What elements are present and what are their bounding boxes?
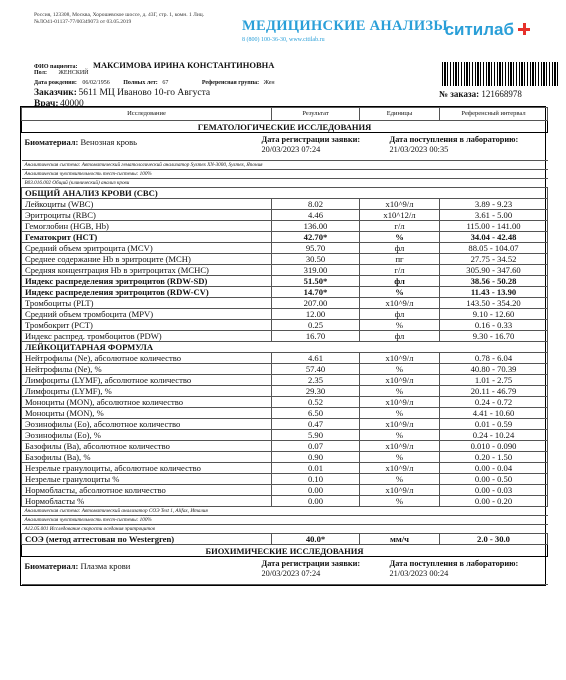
cbc-rows [22,199,548,342]
cell-unit: x10^9/л [360,485,440,496]
cell-ref: 0.00 - 0.50 [440,474,548,485]
cell-unit: x10^9/л [360,199,440,210]
biomaterial-value: Венозная кровь [80,137,137,147]
patient-dob-row [34,80,275,86]
cell-ref: 9.10 - 12.60 [440,309,548,320]
patient-sex: ЖЕНСКИЙ [58,70,89,76]
cell-value: 12.00 [272,309,360,320]
table-row [22,221,548,232]
results-table [21,107,548,585]
patient-age: 67 [162,80,169,86]
cell-ref: 20.11 - 46.79 [440,386,548,397]
header-study: Исследование [22,108,272,121]
cell-name: Средний объем тромбоцита (MPV) [22,309,272,320]
cell-unit: x10^9/л [360,397,440,408]
cell-name: Базофилы (Ba), % [22,452,272,463]
cell-name: Средний объем эритроцита (MCV) [22,243,272,254]
table-row [22,331,548,342]
cell-ref: 143.50 - 354.20 [440,298,548,309]
cell-unit: фл [360,243,440,254]
esr-sensitivity-note: Аналитическая чувствительность тест-системы: 100% [22,516,548,525]
cell-unit: % [360,408,440,419]
cell-unit: x10^9/л [360,375,440,386]
cell-ref: 11.43 - 13.90 [440,287,548,298]
cell-name: Моноциты (MON), абсолютное количество [22,397,272,408]
cell-ref: 305.90 - 347.60 [440,265,548,276]
age-label: Полных лет: [123,80,158,86]
cell-unit: x10^12/л [360,210,440,221]
order-label: № заказа: [439,89,480,99]
esr-unit: мм/ч [360,534,440,545]
cell-ref: 40.80 - 70.39 [440,364,548,375]
cell-unit: x10^9/л [360,298,440,309]
cell-name: Нейтрофилы (Ne), % [22,364,272,375]
cell-ref: 9.30 - 16.70 [440,331,548,342]
cell-ref: 88.05 - 104.07 [440,243,548,254]
cell-ref: 0.16 - 0.33 [440,320,548,331]
cell-value: 0.01 [272,463,360,474]
cell-ref: 4.41 - 10.60 [440,408,548,419]
cell-name: Индекс распределения эритроцитов (RDW-CV) [22,287,272,298]
table-row [22,441,548,452]
cbc-group-title: ОБЩИЙ АНАЛИЗ КРОВИ (CBC) [22,188,548,199]
cell-value: 0.00 [272,485,360,496]
results-table-wrapper [20,106,546,586]
table-row [22,353,548,364]
cell-name: Нормобласты % [22,496,272,507]
cell-unit: фл [360,276,440,287]
cell-ref: 0.01 - 0.59 [440,419,548,430]
patient-name-row [34,60,274,70]
cell-name: Базофилы (Ba), абсолютное количество [22,441,272,452]
table-row [22,463,548,474]
table-row [22,419,548,430]
cell-name: Тромбокрит (PCT) [22,320,272,331]
table-row [22,243,548,254]
table-row [22,320,548,331]
table-row-esr [22,534,548,545]
table-row [22,232,548,243]
cell-unit: % [360,474,440,485]
biomaterial2-block [22,557,548,585]
registration-date: 20/03/2023 07:24 [261,144,321,154]
table-row [22,287,548,298]
cell-value: 207.00 [272,298,360,309]
cell-name: Среднее содержание Hb в эритроците (MCH) [22,254,272,265]
cell-ref: 0.24 - 0.72 [440,397,548,408]
cell-ref: 0.00 - 0.03 [440,485,548,496]
hematology-section-title: ГЕМАТОЛОГИЧЕСКИЕ ИССЛЕДОВАНИЯ [22,121,548,133]
logo-text: ситилаб [444,20,514,39]
cell-name: Средняя концентрация Hb в эритроцитах (MCHC) [22,265,272,276]
cell-value: 4.61 [272,353,360,364]
cell-value: 136.00 [272,221,360,232]
table-row [22,408,548,419]
table-row [22,474,548,485]
cell-name: Нейтрофилы (Ne), абсолютное количество [22,353,272,364]
table-row [22,199,548,210]
cell-name: Индекс распред. тромбоцитов (PDW) [22,331,272,342]
cell-value: 16.70 [272,331,360,342]
doctor-label: Врач: [34,99,59,109]
cell-value: 0.90 [272,452,360,463]
cell-name: Индекс распределения эритроцитов (RDW-SD) [22,276,272,287]
cell-value: 14.70* [272,287,360,298]
table-row [22,496,548,507]
esr-name: СОЭ (метод аттестован по Westergren) [22,534,272,545]
cell-unit: г/л [360,221,440,232]
header-units: Единицы [360,108,440,121]
table-row [22,254,548,265]
biomaterial2-label: Биоматериал: [24,561,79,571]
table-row [22,210,548,221]
cell-value: 0.00 [272,496,360,507]
service-code-note: B03.016.002 Общий (клинический) анализ крови [22,179,548,188]
cell-value: 30.50 [272,254,360,265]
cell-name: Лимфоциты (LYMF), % [22,386,272,397]
cell-value: 51.50* [272,276,360,287]
cell-value: 0.25 [272,320,360,331]
cell-unit: x10^9/л [360,419,440,430]
customer-value: 5611 МЦ Иваново 10-го Августа [78,88,211,98]
table-row [22,309,548,320]
patient-name: МАКСИМОВА ИРИНА КОНСТАНТИНОВНА [93,60,275,70]
order-number: 121668978 [481,89,522,99]
received2-date: 21/03/2023 00:24 [389,568,449,578]
registration2-label: Дата регистрации заявки: [261,559,361,568]
table-row [22,375,548,386]
patient-sex-row [34,70,89,76]
table-row [22,265,548,276]
cell-value: 319.00 [272,265,360,276]
cell-ref: 0.20 - 1.50 [440,452,548,463]
esr-system-note: Аналитическая система: Автоматический анализатор СОЭ Test 1, Alifax, Италия [22,507,548,516]
cell-name: Нормобласты, абсолютное количество [22,485,272,496]
table-header-row [22,108,548,121]
cell-ref: 0.00 - 0.20 [440,496,548,507]
table-row [22,452,548,463]
cell-value: 42.70* [272,232,360,243]
cell-name: Незрелые гранулоциты, абсолютное количество [22,463,272,474]
results-body [22,121,548,199]
cell-value: 0.52 [272,397,360,408]
cell-value: 2.35 [272,375,360,386]
cell-unit: г/л [360,265,440,276]
cell-ref: 0.00 - 0.04 [440,463,548,474]
biomaterial2-value: Плазма крови [80,561,131,571]
customer-row [34,88,210,98]
table-row [22,276,548,287]
cell-value: 57.40 [272,364,360,375]
registration-label: Дата регистрации заявки: [261,135,361,144]
lab-address: Россия, 123308, Москва, Хорошевское шоссе, д. 43Г, стр. 1, комн. 1 Лиц. №ЛО41-01137-77/00349073 от 03.05.2019 [34,12,205,25]
received2-label: Дата поступления в лабораторию: [389,559,519,568]
leuko-group-title: ЛЕЙКОЦИТАРНАЯ ФОРМУЛА [22,342,548,353]
cell-ref: 38.56 - 50.28 [440,276,548,287]
lab-phone: 8 (800) 100-36-30, www.citilab.ru [242,37,325,43]
cell-value: 0.07 [272,441,360,452]
biomaterial-label: Биоматериал: [24,137,79,147]
sensitivity-note: Аналитическая чувствительность тест-системы: 100% [22,170,548,179]
cell-name: Тромбоциты (PLT) [22,298,272,309]
cell-ref: 3.61 - 5.00 [440,210,548,221]
cell-unit: x10^9/л [360,463,440,474]
cell-value: 29.30 [272,386,360,397]
registration2-date: 20/03/2023 07:24 [261,568,321,578]
patient-name-label: ФИО пациента: [34,64,78,70]
cell-ref: 0.24 - 10.24 [440,430,548,441]
table-row [22,430,548,441]
cell-unit: % [360,232,440,243]
cell-name: Лимфоциты (LYMF), абсолютное количество [22,375,272,386]
cell-name: Незрелые гранулоциты % [22,474,272,485]
table-row [22,397,548,408]
esr-value: 40.0* [272,534,360,545]
cell-name: Эозинофилы (Eo), % [22,430,272,441]
cell-unit: фл [360,309,440,320]
header-reference: Референсный интервал [440,108,548,121]
cell-name: Гемоглобин (HGB, Hb) [22,221,272,232]
cell-unit: % [360,430,440,441]
patient-dob: 06/02/1956 [82,80,110,86]
cell-ref: 34.04 - 42.48 [440,232,548,243]
cell-value: 5.90 [272,430,360,441]
cell-unit: % [360,452,440,463]
cell-ref: 115.00 - 141.00 [440,221,548,232]
cell-value: 0.10 [272,474,360,485]
cell-ref: 0.010 - 0.090 [440,441,548,452]
report-header [14,8,552,60]
lab-title: МЕДИЦИНСКИЕ АНАЛИЗЫ [242,18,448,34]
patient-refgroup: Жен [263,80,275,86]
esr-ref: 2.0 - 30.0 [440,534,548,545]
cell-ref: 1.01 - 2.75 [440,375,548,386]
received-date: 21/03/2023 00:35 [389,144,449,154]
cell-unit: % [360,364,440,375]
cell-unit: % [360,320,440,331]
analytic-system-note: Аналитическая система: Автоматический гематологический анализатор Sysmex XN-3000, Sysmex, Япония [22,161,548,170]
biochem-section-title: БИОХИМИЧЕСКИЕ ИССЛЕДОВАНИЯ [22,545,548,557]
order-barcode [442,62,560,86]
received-label: Дата поступления в лабораторию: [389,135,519,144]
table-row [22,298,548,309]
cell-ref: 0.78 - 6.04 [440,353,548,364]
cell-name: Эритроциты (RBC) [22,210,272,221]
table-row [22,386,548,397]
cell-value: 6.50 [272,408,360,419]
red-cross-icon [518,23,530,35]
header-result: Результат [272,108,360,121]
biomaterial-block [22,133,548,161]
refgroup-label: Референсная группа: [201,80,260,86]
cell-value: 8.02 [272,199,360,210]
doctor-value: 40000 [60,99,84,109]
cell-unit: % [360,287,440,298]
cell-unit: x10^9/л [360,353,440,364]
patient-info [14,60,552,109]
cell-name: Лейкоциты (WBC) [22,199,272,210]
sex-label: Пол: [34,70,47,76]
cell-unit: фл [360,331,440,342]
table-row [22,485,548,496]
cell-unit: % [360,386,440,397]
cell-ref: 3.89 - 9.23 [440,199,548,210]
order-number-row [439,89,522,99]
cell-ref: 27.75 - 34.52 [440,254,548,265]
leuko-rows [22,353,548,507]
cell-name: Моноциты (MON), % [22,408,272,419]
dob-label: Дата рождения: [34,80,77,86]
citilab-logo [445,20,530,40]
table-row [22,364,548,375]
cell-value: 95.70 [272,243,360,254]
cell-name: Гематокрит (HCT) [22,232,272,243]
cell-unit: % [360,496,440,507]
customer-label: Заказчик: [34,88,77,98]
cell-name: Эозинофилы (Eo), абсолютное количество [22,419,272,430]
cell-unit: x10^9/л [360,441,440,452]
cell-value: 4.46 [272,210,360,221]
cell-unit: пг [360,254,440,265]
cell-value: 0.47 [272,419,360,430]
esr-service-note: A12.05.001 Исследование скорости оседания эритроцитов [22,525,548,534]
